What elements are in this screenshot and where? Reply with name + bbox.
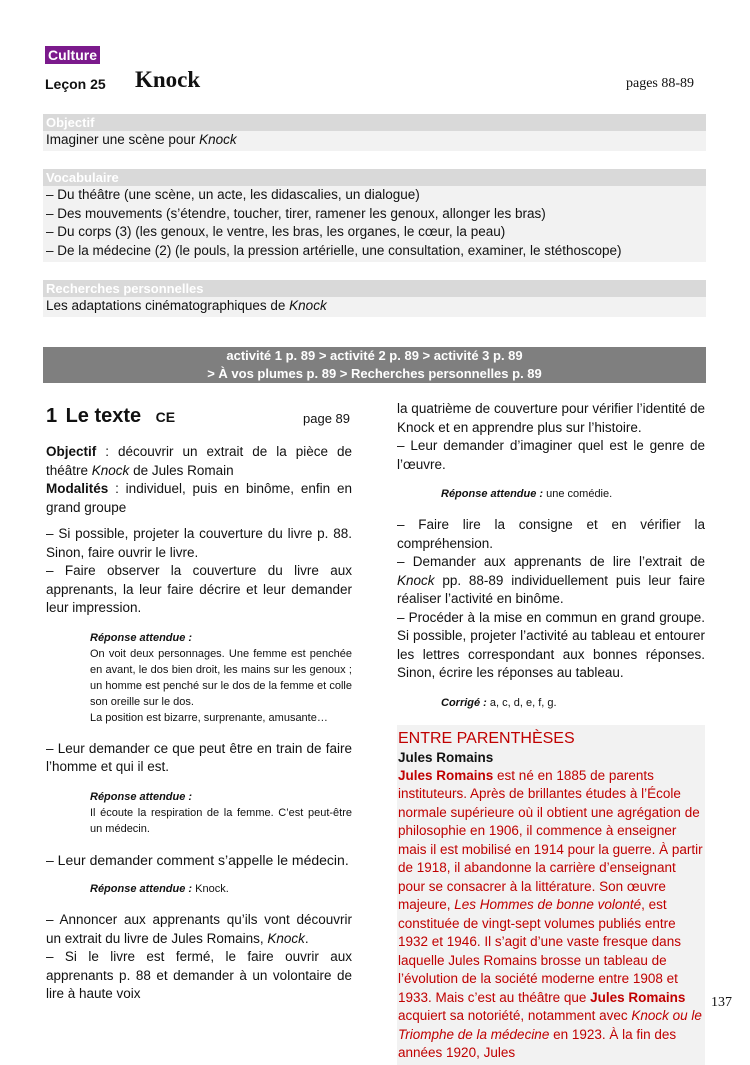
ep-italic: Knock ou le Triomphe de la médecine bbox=[398, 1008, 702, 1042]
answer-label: Réponse attendue : bbox=[90, 790, 193, 803]
culture-tag: Culture bbox=[45, 46, 100, 64]
section-heading bbox=[46, 405, 352, 435]
objectif-text: Imaginer une scène pour bbox=[46, 132, 200, 147]
answer-label: Réponse attendue : bbox=[441, 488, 544, 500]
entre-parentheses-box bbox=[397, 725, 705, 1065]
activities-bar bbox=[43, 347, 706, 383]
instruction: – Faire observer la couverture du livre aux apprenants, la leur faire décrire et leur demander leur impression. bbox=[46, 563, 352, 615]
p4-italic: Knock bbox=[397, 572, 435, 588]
ep-text: , est constituée de vingt-sept volumes publiés entre 1932 et 1946. Il s’agit d’une vaste fresque dans laquelle Jules Romains brosse un tableau de l’évolution de la société moderne entre 1908 et 1933. Mais c’est au théâtre que bbox=[398, 897, 681, 1005]
lesson-pages: pages 88-89 bbox=[626, 76, 695, 91]
answer-text: une comédie. bbox=[543, 488, 613, 500]
activities-line-1: activité 1 p. 89 > activité 2 p. 89 > activité 3 p. 89 bbox=[226, 348, 523, 363]
answer-label: Réponse attendue : bbox=[90, 883, 193, 895]
vocab-item: – De la médecine (2) (le pouls, la pression artérielle, une consultation, examiner, le stéthoscope) bbox=[46, 242, 622, 258]
p5-text-end: . bbox=[304, 930, 309, 946]
section-number: 1 bbox=[46, 405, 58, 427]
objectif-line bbox=[46, 443, 352, 480]
left-column bbox=[46, 405, 352, 1004]
objectif-heading: Objectif bbox=[43, 114, 706, 131]
vocabulaire-body bbox=[43, 186, 706, 262]
page-number: 137 bbox=[711, 995, 732, 1010]
expected-answer bbox=[441, 486, 705, 502]
instruction: – Leur demander d’imaginer quel est le genre de l’œuvre. bbox=[397, 438, 705, 472]
right-column bbox=[397, 400, 705, 1065]
expected-answer bbox=[90, 630, 352, 726]
p5-italic: Knock bbox=[267, 930, 305, 946]
correction-label: Corrigé : bbox=[441, 696, 487, 709]
ep-italic: Les Hommes de bonne volonté bbox=[454, 897, 642, 912]
obj-label: Objectif bbox=[46, 444, 97, 459]
correction-text: a, c, d, e, f, g. bbox=[486, 696, 557, 709]
p4-text-end: pp. 88-89 individuellement puis leur faire réaliser l’activité en binôme. bbox=[397, 572, 705, 606]
expected-answer bbox=[90, 881, 352, 897]
obj-text-2: de Jules Romain bbox=[129, 462, 234, 478]
recherches-heading: Recherches personnelles bbox=[43, 280, 706, 297]
recherches-text: Les adaptations cinématographiques de bbox=[46, 298, 290, 313]
recherches-italic: Knock bbox=[289, 298, 327, 313]
instruction bbox=[397, 553, 705, 609]
instruction: – Si possible, projeter la couverture du livre p. 88. Sinon, faire ouvrir le livre. bbox=[46, 526, 352, 560]
expected-answer bbox=[90, 789, 352, 837]
p5-text: – Annoncer aux apprenants qu’ils vont découvrir un extrait du livre de Jules Romains, bbox=[46, 912, 352, 946]
instruction: – Leur demander ce que peut être en train de faire l’homme et qui il est. bbox=[46, 740, 352, 774]
instruction: – Procéder à la mise en commun en grand groupe. Si possible, projeter l’activité au tableau et entourer les lettres correspondant aux bonnes réponses. Sinon, écrire les réponses au tableau. bbox=[397, 609, 705, 680]
answer-text: Il écoute la respiration de la femme. C’est peut-être un médecin. bbox=[90, 806, 352, 835]
ep-bold: Jules Romains bbox=[590, 989, 686, 1005]
recherches-body bbox=[43, 297, 706, 317]
vocab-item: – Du corps (3) (les genoux, le ventre, les bras, les organes, le cœur, la peau) bbox=[46, 224, 506, 239]
lesson-number: Leçon 25 bbox=[45, 76, 106, 92]
obj-italic: Knock bbox=[91, 462, 130, 478]
answer-text: Knock. bbox=[192, 883, 229, 895]
correction bbox=[441, 695, 705, 711]
entre-parentheses-title: ENTRE PARENTHÈSES bbox=[398, 729, 575, 747]
objectif-italic: Knock bbox=[199, 132, 237, 147]
answer-text: La position est bizarre, surprenante, amusante… bbox=[90, 711, 328, 724]
instruction: – Leur demander comment s’appelle le médecin. bbox=[46, 851, 349, 868]
section-skill: CE bbox=[155, 409, 176, 425]
vocabulaire-heading: Vocabulaire bbox=[43, 169, 706, 186]
ep-bold: Jules Romains bbox=[398, 767, 494, 783]
ep-text: en 1923. À la fin des années 1920, Jules bbox=[398, 1026, 677, 1060]
instruction: la quatrième de couverture pour vérifier l’identité de Knock et en apprendre plus sur l’histoire. bbox=[397, 401, 705, 435]
mod-label: Modalités bbox=[46, 481, 109, 496]
obj-text: : découvrir un extrait de la pièce de théâtre bbox=[46, 444, 352, 478]
entre-parentheses-subtitle: Jules Romains bbox=[398, 749, 494, 765]
modalites-line bbox=[46, 480, 352, 517]
mod-text: : individuel, puis en binôme, enfin en grand groupe bbox=[46, 481, 352, 515]
activities-line-2: > À vos plumes p. 89 > Recherches personnelles p. 89 bbox=[207, 366, 542, 381]
section-page: page 89 bbox=[303, 411, 350, 426]
entre-parentheses-text bbox=[397, 767, 703, 1063]
vocab-item: – Du théâtre (une scène, un acte, les didascalies, un dialogue) bbox=[46, 187, 420, 202]
ep-text: acquiert sa notoriété, notamment avec bbox=[398, 1008, 632, 1023]
objectif-body bbox=[43, 131, 706, 151]
p4-text: – Demander aux apprenants de lire l’extrait de bbox=[397, 554, 705, 569]
vocab-item: – Des mouvements (s’étendre, toucher, tirer, ramener les genoux, allonger les bras) bbox=[46, 205, 546, 221]
ep-text: est né en 1885 de parents instituteurs. Après de brillantes études à l’École normale supérieure où il obtient une agrégation de philosophie en 1906, il commence à enseigner mais il est mobilisé en 1914 pour la guerre. À partir de 1918, il abandonne la carrière d’enseignant pour se consacrer à la littérature. Son œuvre majeure, bbox=[398, 767, 703, 912]
instruction: – Si le livre est fermé, le faire ouvrir aux apprenants p. 88 et demander à un volontaire de lire à haute voix bbox=[46, 949, 352, 1001]
answer-label: Réponse attendue : bbox=[90, 631, 193, 644]
answer-text: On voit deux personnages. Une femme est penchée en avant, le dos bien droit, les mains sur les genoux ; un homme est penché sur le dos de la femme et colle son oreille sur le dos. bbox=[90, 647, 352, 708]
instruction: – Faire lire la consigne et en vérifier la compréhension. bbox=[397, 517, 705, 551]
instruction bbox=[46, 911, 352, 948]
lesson-title: Knock bbox=[135, 67, 201, 92]
section-title: Le texte bbox=[65, 405, 142, 427]
